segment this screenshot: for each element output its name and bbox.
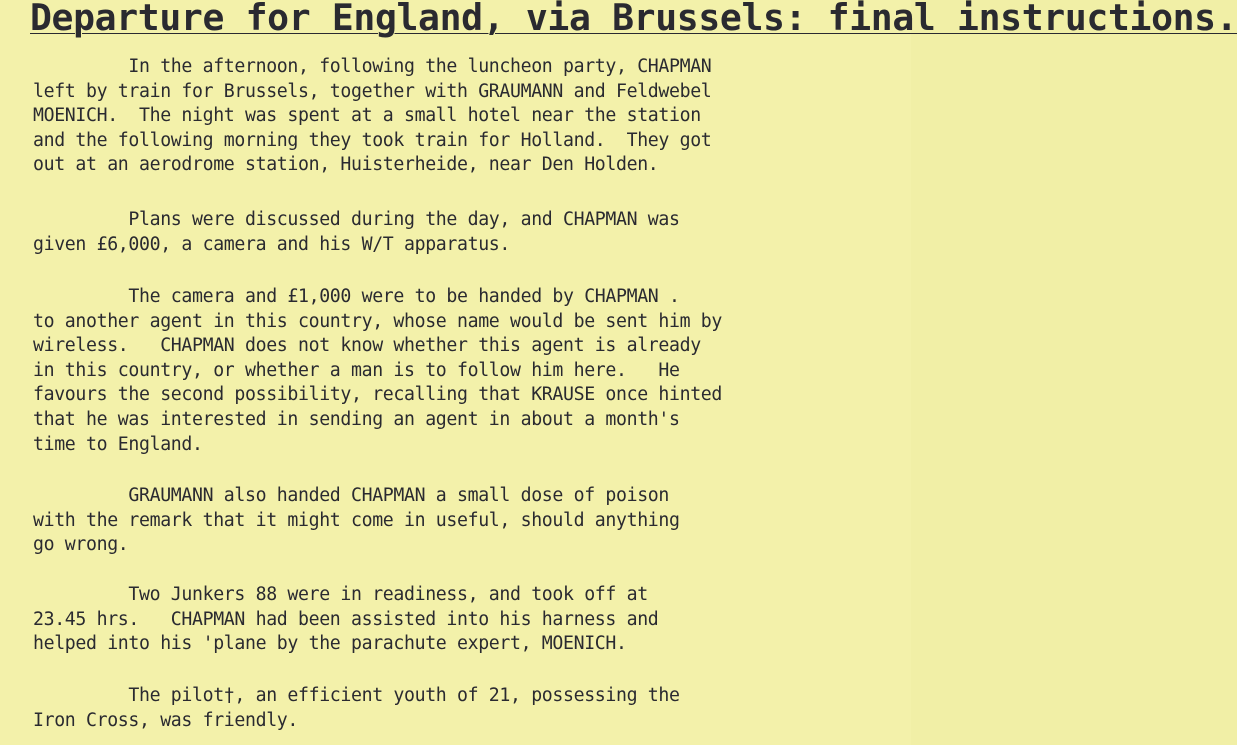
text-line: out at an aerodrome station, Huisterheide, near Den Holden. — [33, 154, 659, 176]
paragraph-plans — [33, 208, 680, 257]
text-line: and the following morning they took train for Holland. They got — [33, 129, 712, 151]
paragraph-pilot — [33, 684, 680, 733]
text-line: that he was interested in sending an agent in about a month's — [33, 408, 680, 430]
text-line: with the remark that it might come in useful, should anything — [33, 509, 680, 531]
text-line: Iron Cross, was friendly. — [33, 709, 298, 731]
text-line: favours the second possibility, recalling that KRAUSE once hinted — [33, 384, 722, 406]
text-line: to another agent in this country, whose name would be sent him by — [33, 310, 722, 332]
text-line: GRAUMANN also handed CHAPMAN a small dose of poison — [33, 485, 669, 506]
text-line: Plans were discussed during the day, and CHAPMAN was — [33, 209, 680, 230]
text-line: wireless. CHAPMAN does not know whether this agent is already — [33, 335, 701, 357]
paragraph-poison — [33, 484, 680, 558]
text-line: The camera and £1,000 were to be handed by CHAPMAN . — [33, 286, 680, 307]
paragraph-takeoff — [33, 583, 658, 657]
text-line: MOENICH. The night was spent at a small hotel near the station — [33, 105, 701, 127]
text-line: 23.45 hrs. CHAPMAN had been assisted into his harness and — [33, 608, 659, 630]
text-line: The pilot†, an efficient youth of 21, possessing the — [33, 685, 680, 706]
paragraph-camera — [33, 285, 722, 457]
document-heading: Departure for England, via Brussels: final instructions. — [30, 0, 1237, 39]
text-line: go wrong. — [33, 534, 129, 556]
paragraph-departure — [33, 55, 711, 178]
text-line: in this country, or whether a man is to follow him here. He — [33, 359, 680, 381]
text-line: left by train for Brussels, together with GRAUMANN and Feldwebel — [33, 80, 712, 102]
text-line: time to England. — [33, 433, 203, 455]
text-line: helped into his 'plane by the parachute expert, MOENICH. — [33, 633, 627, 655]
text-line: given £6,000, a camera and his W/T apparatus. — [33, 233, 510, 255]
text-line: In the afternoon, following the luncheon party, CHAPMAN — [33, 56, 712, 77]
text-line: Two Junkers 88 were in readiness, and took off at — [33, 584, 648, 605]
